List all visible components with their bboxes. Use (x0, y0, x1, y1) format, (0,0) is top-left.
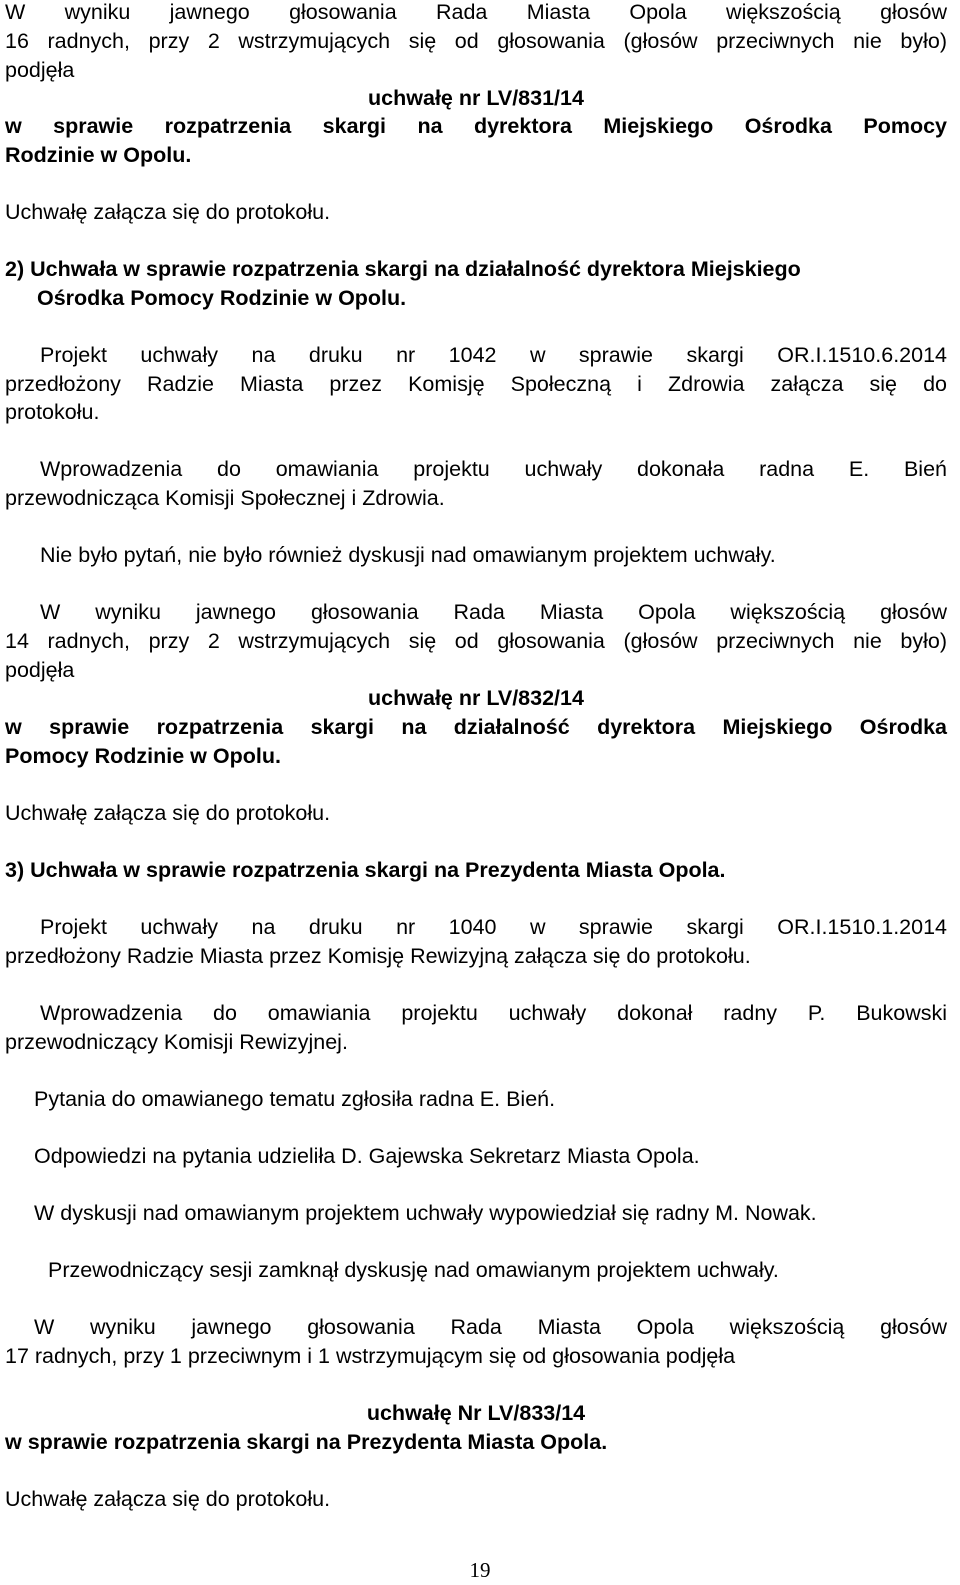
vote-text-line: W wyniku jawnego głosowania Rada Miasta Opola większością głosów (40, 600, 947, 624)
attachment-note: Uchwałę załącza się do protokołu. (5, 801, 331, 825)
attachment-note: Uchwałę załącza się do protokołu. (5, 1487, 331, 1511)
resolution-number: uchwałę nr LV/831/14 (368, 86, 584, 110)
resolution-subject: w sprawie rozpatrzenia skargi na Prezydenta Miasta Opola. (5, 1430, 608, 1454)
vote-text-line: podjęła (5, 58, 75, 82)
resolution-subject: w sprawie rozpatrzenia skargi na działalność dyrektora Miejskiego Ośrodka (5, 715, 947, 739)
resolution-number: uchwałę Nr LV/833/14 (366, 1401, 586, 1425)
page-number: 19 (469, 1558, 491, 1582)
discussion-note: W dyskusji nad omawianym projektem uchwały wypowiedział się radny M. Nowak. (34, 1201, 817, 1225)
agenda-item-heading: 2) Uchwała w sprawie rozpatrzenia skargi na działalność dyrektora Miejskiego (5, 257, 801, 281)
project-text: przedłożony Radzie Miasta przez Komisję Rewizyjną załącza się do protokołu. (5, 944, 751, 968)
questions-note: Pytania do omawianego tematu zgłosiła radna E. Bień. (34, 1087, 556, 1111)
project-text: Projekt uchwały na druku nr 1042 w sprawie skargi OR.I.1510.6.2014 (40, 343, 947, 367)
answers-note: Odpowiedzi na pytania udzieliła D. Gajewska Sekretarz Miasta Opola. (34, 1144, 700, 1168)
vote-text-line: 16 radnych, przy 2 wstrzymujących się od głosowania (głosów przeciwnych nie było) (5, 29, 947, 53)
vote-text-line: W wyniku jawnego głosowania Rada Miasta Opola większością głosów (5, 0, 947, 24)
agenda-item-heading: Ośrodka Pomocy Rodzinie w Opolu. (37, 286, 407, 310)
resolution-number: uchwałę nr LV/832/14 (368, 686, 584, 710)
vote-text-line: 17 radnych, przy 1 przeciwnym i 1 wstrzymującym się od głosowania podjęła (5, 1344, 736, 1368)
attachment-note: Uchwałę załącza się do protokołu. (5, 200, 331, 224)
resolution-subject: w sprawie rozpatrzenia skargi na dyrektora Miejskiego Ośrodka Pomocy (5, 114, 947, 138)
resolution-subject: Pomocy Rodzinie w Opolu. (5, 744, 281, 768)
discussion-note: Nie było pytań, nie było również dyskusji nad omawianym projektem uchwały. (40, 543, 776, 567)
introduction-text: przewodnicząca Komisji Społecznej i Zdrowia. (5, 486, 445, 510)
agenda-item-heading: 3) Uchwała w sprawie rozpatrzenia skargi na Prezydenta Miasta Opola. (5, 858, 726, 882)
vote-text-line: 14 radnych, przy 2 wstrzymujących się od głosowania (głosów przeciwnych nie było) (5, 629, 947, 653)
discussion-closed-note: Przewodniczący sesji zamknął dyskusję nad omawianym projektem uchwały. (48, 1258, 779, 1282)
resolution-subject: Rodzinie w Opolu. (5, 143, 192, 167)
project-text: protokołu. (5, 400, 100, 424)
introduction-text: przewodniczący Komisji Rewizyjnej. (5, 1030, 348, 1054)
introduction-text: Wprowadzenia do omawiania projektu uchwały dokonała radna E. Bień (40, 457, 947, 481)
vote-text-line: podjęła (5, 658, 75, 682)
vote-text-line: W wyniku jawnego głosowania Rada Miasta Opola większością głosów (34, 1315, 947, 1339)
introduction-text: Wprowadzenia do omawiania projektu uchwały dokonał radny P. Bukowski (40, 1001, 947, 1025)
project-text: Projekt uchwały na druku nr 1040 w sprawie skargi OR.I.1510.1.2014 (40, 915, 947, 939)
project-text: przedłożony Radzie Miasta przez Komisję Społeczną i Zdrowia załącza się do (5, 372, 947, 396)
